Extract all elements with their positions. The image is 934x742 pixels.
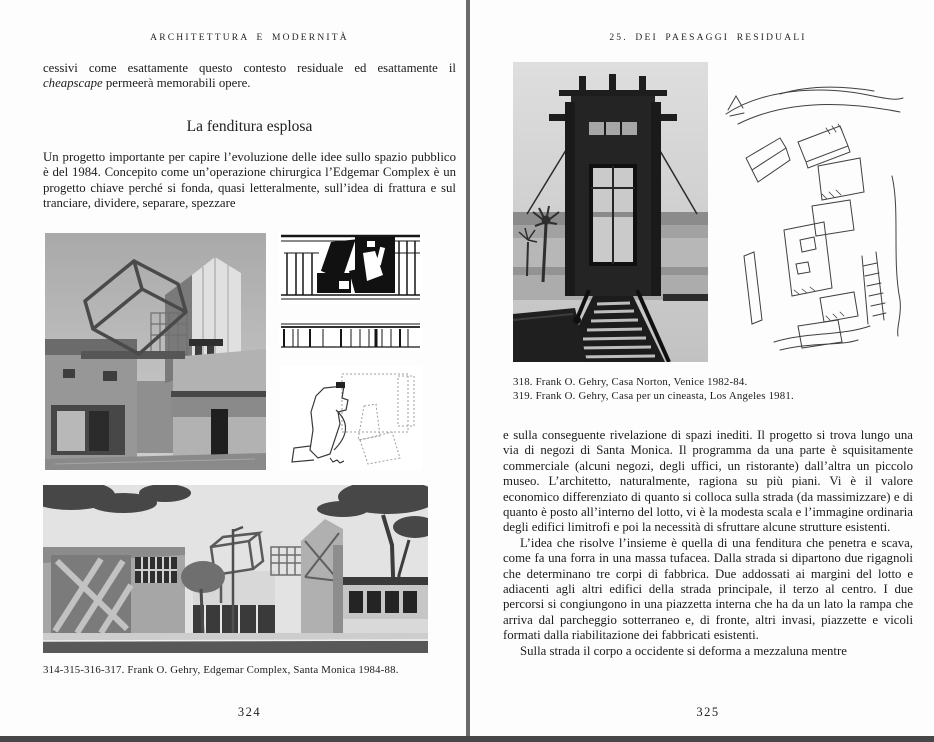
- page-number-left: 324: [237, 705, 262, 719]
- paragraph-program: e sulla conseguente rivelazione di spazi inediti. Il progetto si trova lungo una via di negozi di Santa Monica. Il programma da una parte è squisitamente commerciale (alcuni negozi, degli uffici, un ristorante) dall’altra un piccolo museo. L’architetto, naturalmente, ragiona su più piani. Vi è il valore economico differenziato di quanto si colloca sulla strada (da massimizzare) e di quanto è posto all’interno del lotto, vi è la modesta scala e l’immagine ordinaria degli edifici limitrofi e poi la necessità di sfruttare alcune strutture esistenti.: [503, 428, 913, 535]
- figure-edgemar-street-photo: [43, 485, 428, 653]
- running-head-left: ARCHITETTURA E MODERNITÀ: [150, 33, 349, 43]
- paragraph-strada: Sulla strada il corpo a occidente si deforma a mezzaluna mentre: [520, 643, 847, 658]
- paragraph-fenditura: L’idea che risolve l’insieme è quella di una fenditura che penetra e scava, come fa una forra in una massa tufacea. Dalla strada si dipartono due rigagnoli che determinano tre corpi di fabbrica. Due addossati ai margini del lotto e adiacenti agli altri edifici della strada principale, il terzo al centro. I due percorsi si congiungono in una piazzetta interna che ha da un lato la rampa che arriva dal parcheggio sotterraneo e, di fronte, altri invasi, piazzette e vicoli formati dalla riabilitazione dei fabbricati esistenti.: [503, 535, 913, 643]
- figure-caption-318: 318. Frank O. Gehry, Casa Norton, Venice 1982-84.: [513, 376, 748, 388]
- figure-edgemar-elevation-drawing: [279, 231, 422, 305]
- paragraph-continuation-post: permeerà memorabili opere.: [102, 76, 251, 91]
- page-number-right: 325: [696, 705, 720, 719]
- figure-captions-right: [513, 375, 913, 403]
- figure-caption-edgemar: 314-315-316-317. Frank O. Gehry, Edgemar Complex, Santa Monica 1984-88.: [43, 664, 399, 676]
- italic-term: cheapscape: [43, 76, 103, 91]
- section-heading: La fenditura esplosa: [186, 118, 313, 135]
- figure-edgemar-courtyard-photo: [45, 233, 266, 470]
- figure-edgemar-site-plan-drawing: [280, 366, 422, 470]
- paragraph-continuation-pre: cessivi come esattamente questo contesto residuale ed esattamente il: [43, 61, 456, 75]
- running-head-right: 25. DEI PAESAGGI RESIDUALI: [609, 33, 807, 43]
- paragraph-intro: Un progetto importante per capire l’evoluzione delle idee sullo spazio pubblico è del 1984. Concepito come un’operazione chirurgica l’Edgemar Complex è un progetto chiave perché si fonda, quasi letteralmente, sull’idea di frattura e sul tranciare, dividere, separare, spezzare: [43, 150, 456, 211]
- figure-casa-cineasta-sketch: [722, 80, 906, 356]
- page-gutter-divider: [466, 0, 470, 742]
- book-bottom-edge: [0, 736, 934, 742]
- body-text-right: [503, 428, 913, 659]
- paragraph-continuation: [43, 61, 456, 92]
- figure-edgemar-elevation-strip-drawing: [279, 321, 422, 351]
- figure-casa-norton-photo: [513, 62, 708, 362]
- figure-caption-319: 319. Frank O. Gehry, Casa per un cineasta, Los Angeles 1981.: [513, 390, 794, 402]
